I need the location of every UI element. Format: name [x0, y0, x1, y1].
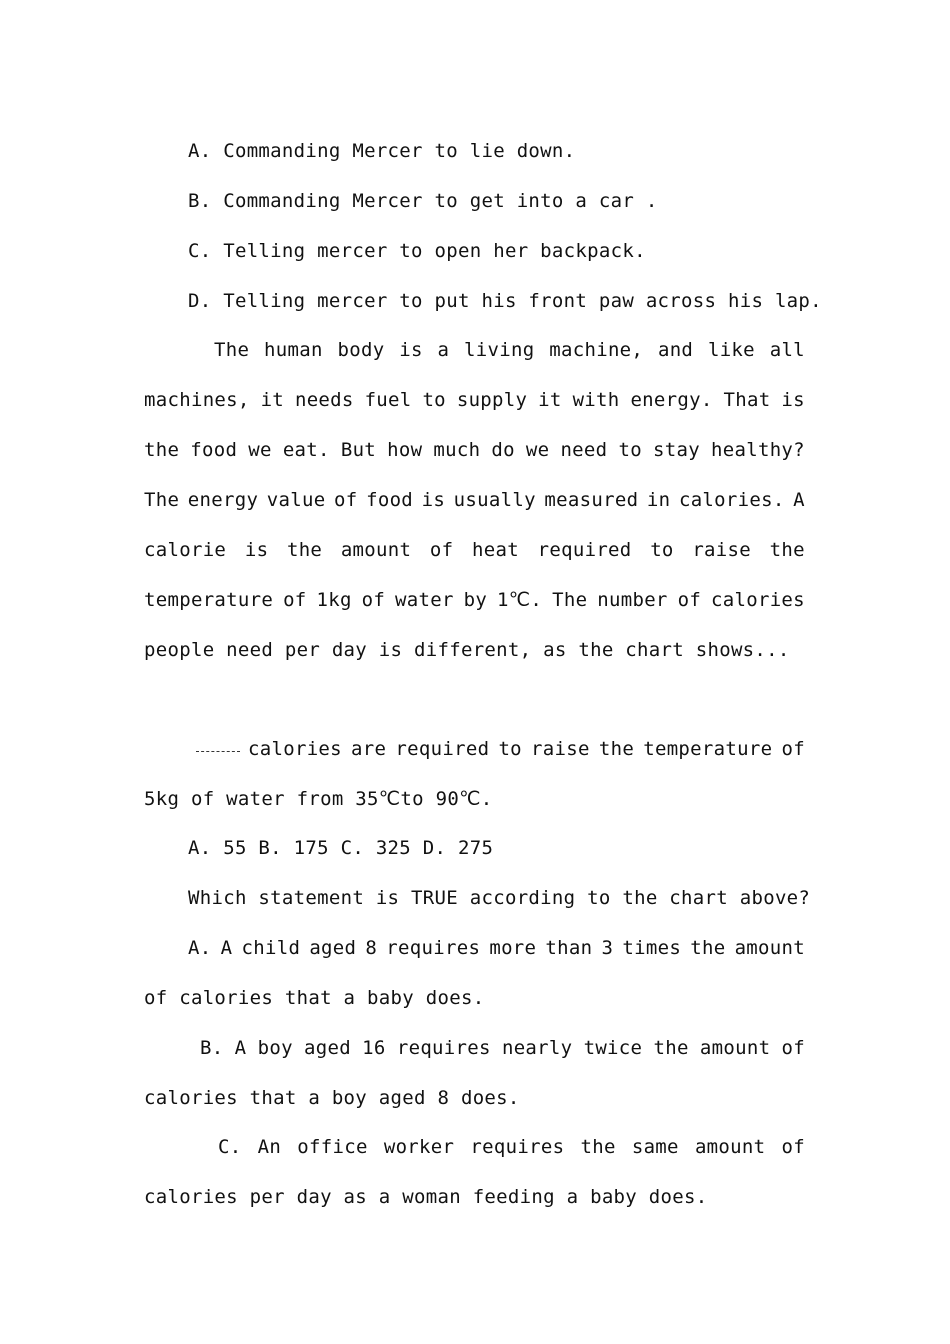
word: required [395, 738, 490, 760]
word: human [264, 339, 323, 361]
word: calories. [678, 489, 785, 511]
word: heat [472, 539, 519, 561]
word: food [366, 489, 414, 511]
word: 1kg [316, 589, 352, 611]
word: A. [188, 937, 212, 959]
word: 1℃. [497, 589, 543, 611]
word: the [653, 1037, 689, 1059]
word: all [769, 339, 805, 361]
word: the [769, 539, 805, 561]
word: raise [531, 738, 590, 760]
word: calories [711, 589, 805, 611]
word: A [793, 489, 805, 511]
word: C. [218, 1136, 242, 1158]
word: is [399, 339, 423, 361]
passage-line [144, 488, 805, 512]
word: needs [294, 389, 354, 411]
question-2-stem-cont: 5kg of water from 35℃to 90℃. [144, 788, 493, 810]
word: eat. [282, 439, 330, 461]
word: the [580, 1136, 616, 1158]
question-3-option-b-cont: calories that a boy aged 8 does. [144, 1087, 520, 1109]
word: are [351, 738, 387, 760]
word: same [631, 1136, 679, 1158]
word: The [214, 339, 250, 361]
word: supply [456, 389, 528, 411]
word: of [361, 589, 386, 611]
option-b: B. Commanding Mercer to get into a car . [188, 190, 658, 212]
word: amount [734, 937, 805, 959]
word: 8 [365, 937, 378, 959]
word: of [334, 489, 358, 511]
word: requires [396, 1037, 491, 1059]
option-a: A. Commanding Mercer to lie down. [188, 140, 576, 162]
word: measured [544, 489, 639, 511]
passage-line [214, 338, 805, 362]
word: number [597, 589, 668, 611]
word: is [421, 489, 446, 511]
word: But [340, 439, 377, 461]
word: stay [652, 439, 700, 461]
word: amount [699, 1037, 771, 1059]
word: do [491, 439, 515, 461]
word: healthy? [711, 439, 805, 461]
word: in [646, 489, 671, 511]
question-2-words [248, 737, 805, 761]
word: to [498, 738, 522, 760]
word: office [297, 1136, 368, 1158]
word: aged [309, 937, 357, 959]
passage-line [144, 588, 805, 612]
word: That [723, 389, 771, 411]
word: a [437, 339, 450, 361]
word: of [677, 589, 702, 611]
word: energy [187, 489, 259, 511]
word: amount [340, 539, 412, 561]
question-3-option-a-cont: of calories that a baby does. [144, 987, 485, 1009]
word: temperature [144, 589, 274, 611]
passage-line: people need per day is different, as the chart shows... [144, 639, 790, 661]
word: we [248, 439, 272, 461]
word: with [572, 389, 620, 411]
word: need [560, 439, 608, 461]
word: of [781, 1136, 805, 1158]
word: calorie [144, 539, 227, 561]
word: twice [583, 1037, 643, 1059]
word: calories [248, 738, 342, 760]
word: how [387, 439, 423, 461]
answer-blank [196, 737, 240, 752]
word: An [257, 1136, 282, 1158]
word: value [266, 489, 326, 511]
passage-line [144, 438, 805, 462]
word: is [781, 389, 805, 411]
word: energy. [630, 389, 713, 411]
word: by [463, 589, 488, 611]
word: than [545, 937, 593, 959]
word: of [429, 539, 454, 561]
word: of [781, 738, 805, 760]
question-3-option-c-cont: calories per day as a woman feeding a baby does. [144, 1186, 708, 1208]
word: more [489, 937, 537, 959]
word: requires [470, 1136, 565, 1158]
word: water [395, 589, 454, 611]
word: the [286, 539, 323, 561]
word: A [220, 937, 233, 959]
word: we [525, 439, 550, 461]
word: living [464, 339, 535, 361]
word: times [622, 937, 682, 959]
question-2-options: A. 55 B. 175 C. 325 D. 275 [188, 837, 494, 859]
word: to [422, 389, 446, 411]
question-3-stem: Which statement is TRUE according to the chart above? [188, 887, 811, 909]
word: the [690, 937, 726, 959]
passage-line [144, 388, 805, 412]
word: much [433, 439, 481, 461]
word: machine, [549, 339, 644, 361]
word: body [337, 339, 385, 361]
word: 3 [601, 937, 614, 959]
word: worker [383, 1136, 455, 1158]
word: the [144, 439, 180, 461]
word: it [260, 389, 285, 411]
word: to [650, 539, 674, 561]
word: amount [694, 1136, 766, 1158]
word: like [707, 339, 755, 361]
passage-line [144, 538, 805, 562]
word: of [283, 589, 307, 611]
word: aged [304, 1037, 351, 1059]
word: it [538, 389, 562, 411]
word: raise [692, 539, 752, 561]
word: requires [386, 937, 481, 959]
option-c: C. Telling mercer to open her backpack. [188, 240, 646, 262]
word: required [537, 539, 632, 561]
word: the [598, 738, 635, 760]
word: nearly [501, 1037, 573, 1059]
word: to [618, 439, 642, 461]
question-3-option-c [218, 1135, 805, 1159]
word: boy [257, 1037, 293, 1059]
question-3-option-a [188, 936, 805, 960]
word: fuel [364, 389, 412, 411]
word: machines, [144, 389, 250, 411]
word: temperature [643, 738, 773, 760]
word: and [657, 339, 694, 361]
word: B. [200, 1037, 224, 1059]
question-3-option-b [200, 1036, 805, 1060]
question-2-stem [196, 737, 805, 761]
word: is [244, 539, 269, 561]
word: usually [453, 489, 536, 511]
word: A [234, 1037, 247, 1059]
word: The [552, 589, 588, 611]
word: child [241, 937, 301, 959]
word: 16 [362, 1037, 386, 1059]
option-d: D. Telling mercer to put his front paw across his lap. [188, 290, 822, 312]
word: The [144, 489, 180, 511]
word: food [190, 439, 238, 461]
word: of [781, 1037, 805, 1059]
